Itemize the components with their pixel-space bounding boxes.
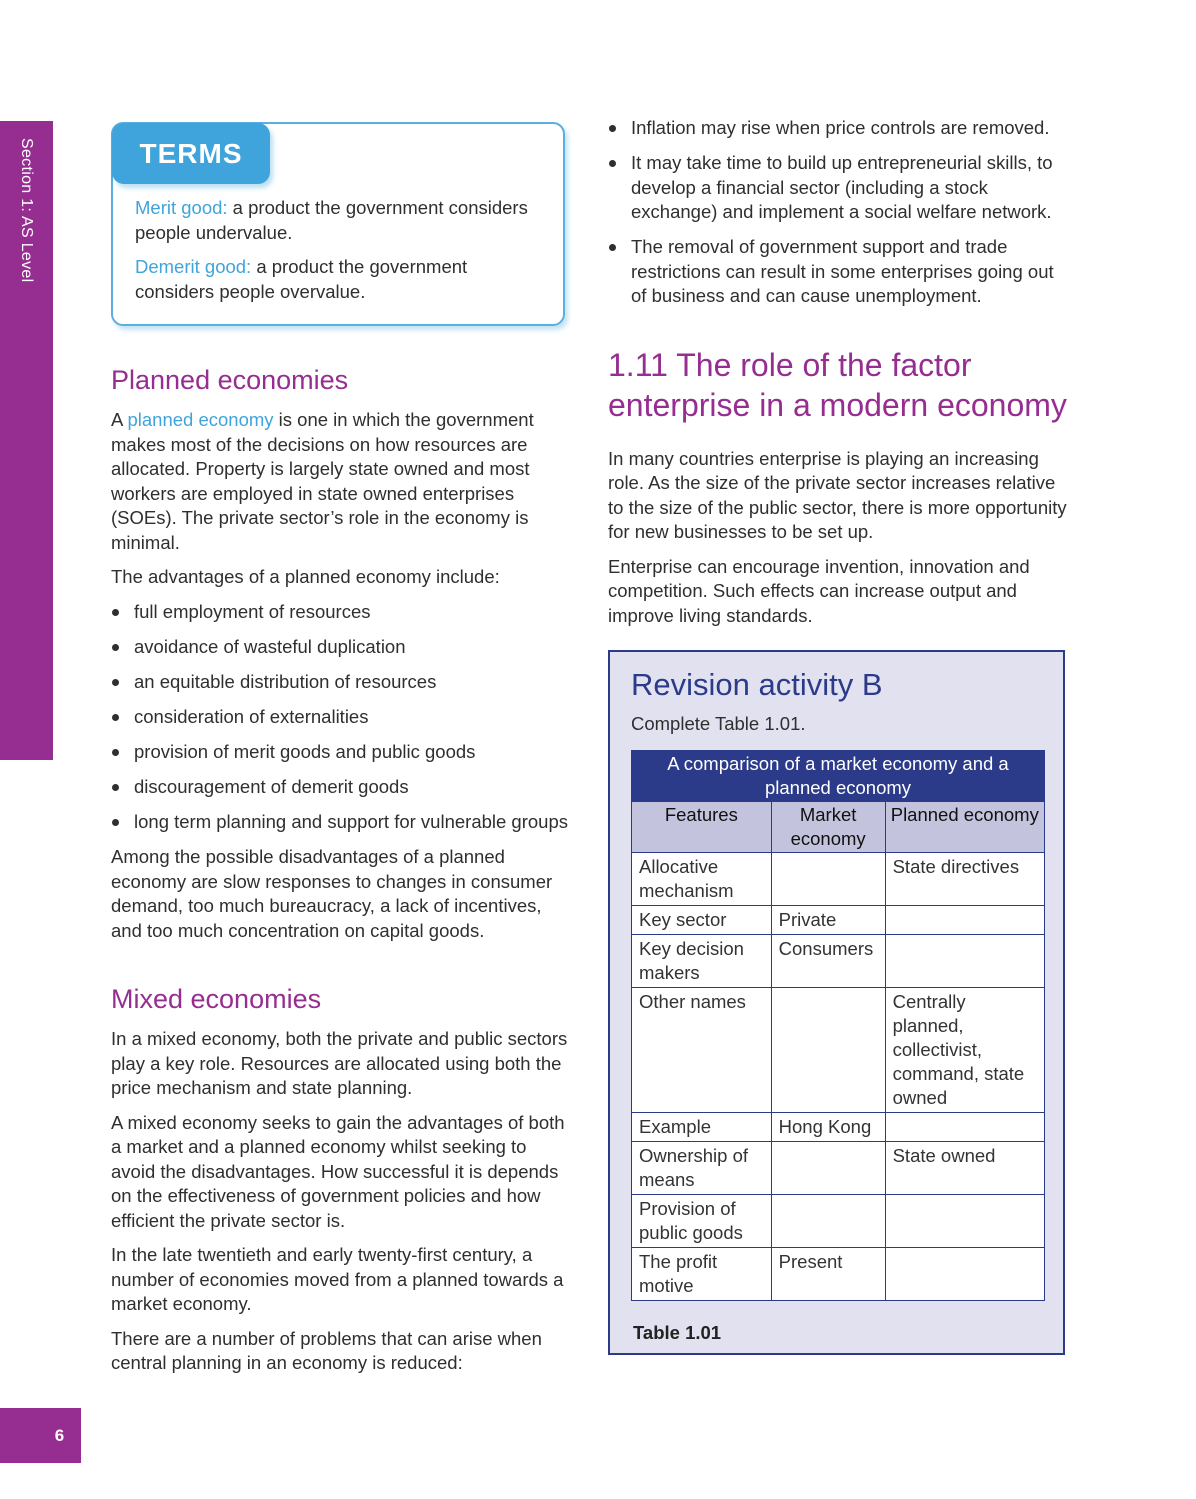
right-column [608,116,1068,638]
revision-instruction: Complete Table 1.01. [631,713,806,734]
mixed-paragraph-1: In a mixed economy, both the private and public sectors play a key role. Resources are allocated using both the price mechanism and state planning. [111,1028,568,1099]
list-item: It may take time to build up entrepreneurial skills, to develop a financial sector (including a stock exchange) and implement a social welfare network. [608,151,1068,225]
table-row [632,905,1045,934]
comparison-table [631,750,1045,1301]
feature-cell: Key sector [632,905,772,934]
feature-cell: Key decision makers [632,934,772,987]
market-cell [771,852,885,905]
list-item: The removal of government support and trade restrictions can result in some enterprises going out of business and can cause unemployment. [608,235,1068,309]
mixed-economies-heading: Mixed economies [111,984,322,1015]
section-label: Section 1: AS Level [18,138,35,283]
mixed-paragraph-4: There are a number of problems that can arise when central planning in an economy is reduced: [111,1327,542,1374]
planned-cell: State owned [885,1141,1044,1194]
table-row [632,1112,1045,1141]
left-column [111,122,571,1386]
table-row [632,852,1045,905]
table-row [632,1247,1045,1300]
table-title: A comparison of a market economy and a planned economy [632,750,1045,801]
market-cell: Hong Kong [771,1112,885,1141]
feature-cell: Allocative mechanism [632,852,772,905]
feature-cell: Example [632,1112,772,1141]
list-item: an equitable distribution of resources [111,670,571,695]
planned-intro-text: is one in which the government makes most of the decisions on how resources are allocated. Property is largely state owned and most workers are employed in state owned enterprises (SOEs). The private sector’s role in the economy is minimal. [111,409,534,553]
column-header-features: Features [632,801,772,852]
market-cell: Present [771,1247,885,1300]
market-cell [771,987,885,1112]
demerit-good-text: a product the government considers people overvalue. [135,256,468,302]
terms-badge: TERMS [112,123,270,184]
planned-cell: Centrally planned, collectivist, command, state owned [885,987,1044,1112]
list-item: Inflation may rise when price controls are removed. [608,116,1068,141]
planned-intro-paragraph [111,408,571,555]
demerit-good-term: Demerit good: [135,256,252,277]
planned-cell: State directives [885,852,1044,905]
table-caption: Table 1.01 [633,1321,722,1343]
problems-list [608,116,1068,309]
feature-cell: Other names [632,987,772,1112]
market-cell: Private [771,905,885,934]
feature-cell: Ownership of means [632,1141,772,1194]
column-header-planned: Planned economy [885,801,1044,852]
disadvantages-paragraph: Among the possible disadvantages of a planned economy are slow responses to changes in consumer demand, too much bureaucracy, a lack of incentives, and too much concentration on capital goods. [111,846,553,941]
merit-good-text: a product the government considers people undervalue. [135,197,528,243]
list-item: consideration of externalities [111,705,571,730]
market-cell [771,1194,885,1247]
merit-good-term: Merit good: [135,197,228,218]
table-row [632,987,1045,1112]
list-item: discouragement of demerit goods [111,775,571,800]
planned-economy-key-term: planned economy [127,409,274,430]
column-header-market: Market economy [771,801,885,852]
table-row [632,934,1045,987]
enterprise-paragraph-2: Enterprise can encourage invention, innovation and competition. Such effects can increase output and improve living standards. [608,555,1030,626]
revision-activity-title: Revision activity B [631,667,883,702]
demerit-good-definition [135,255,541,304]
terms-box [111,122,565,326]
mixed-paragraph-3: In the late twentieth and early twenty-first century, a number of economies moved from a planned towards a market economy. [111,1244,564,1315]
planned-cell [885,1194,1044,1247]
planned-cell [885,1112,1044,1141]
revision-activity-box [608,650,1065,1355]
advantages-intro: The advantages of a planned economy include: [111,566,500,587]
list-item: provision of merit goods and public goods [111,740,571,765]
market-cell [771,1141,885,1194]
planned-cell [885,1247,1044,1300]
planned-intro-lead: A [111,409,128,430]
mixed-paragraph-2: A mixed economy seeks to gain the advantages of both a market and a planned economy whilst seeking to avoid the disadvantages. How successful it is depends on the effectiveness of government policies and how efficient the private sector is. [111,1111,565,1231]
market-cell: Consumers [771,934,885,987]
table-row [632,1194,1045,1247]
feature-cell: Provision of public goods [632,1194,772,1247]
merit-good-definition [135,196,541,245]
list-item: avoidance of wasteful duplication [111,635,571,660]
section-1-11-heading: 1.11 The role of the factor enterprise in a modern economy [608,346,1067,423]
enterprise-paragraph-1: In many countries enterprise is playing an increasing role. As the size of the private sector increases relative to the size of the public sector, there is more opportunity for new businesses to be set up. [608,447,1067,543]
page-number: 6 [0,1408,81,1463]
planned-cell [885,934,1044,987]
planned-economies-heading: Planned economies [111,365,349,395]
list-item: long term planning and support for vulnerable groups [111,810,571,835]
feature-cell: The profit motive [632,1247,772,1300]
list-item: full employment of resources [111,600,571,625]
advantages-list [111,600,571,835]
table-row [632,1141,1045,1194]
planned-cell [885,905,1044,934]
